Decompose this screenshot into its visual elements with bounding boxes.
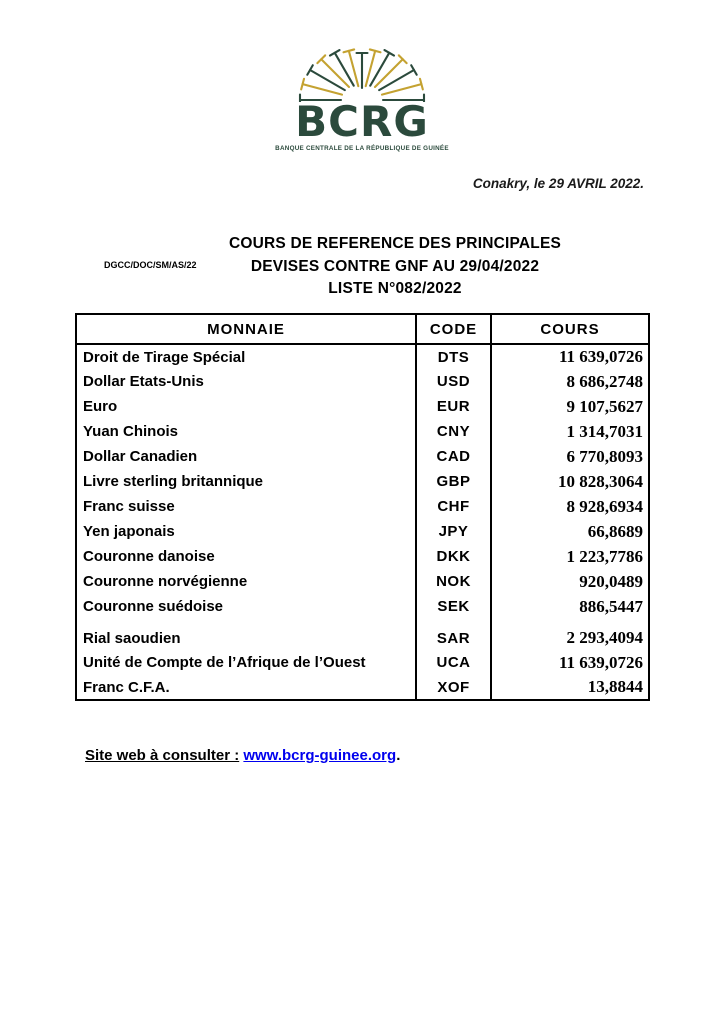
currency-rate: 66,8689 [491,519,649,544]
table-header-row [76,314,649,344]
currency-rate: 11 639,0726 [491,344,649,369]
dateline: Conakry, le 29 AVRIL 2022. [472,176,644,191]
title-line-2: DEVISES CONTRE GNF AU 29/04/2022 [250,257,540,275]
currency-code: EUR [416,394,491,419]
bcrg-logo [252,42,472,152]
table-row [76,569,649,594]
currency-code: SEK [416,594,491,619]
document-title [90,233,700,301]
currency-name: Livre sterling britannique [83,473,264,490]
currency-rate: 886,5447 [491,594,649,619]
exchange-rates-table [75,313,650,701]
table-row [76,650,649,675]
currency-rate: 11 639,0726 [491,650,649,675]
site-link[interactable]: www.bcrg-guinee.org [243,747,397,764]
currency-rate: 13,8844 [491,675,649,700]
currency-name: Rial saoudien [83,629,181,647]
currency-code: CAD [416,444,491,469]
header-monnaie: MONNAIE [76,314,416,344]
bcrg-logo-acronym: BCRG [295,97,429,146]
table-row [76,394,649,419]
currency-rate: 1 223,7786 [491,544,649,569]
currency-name: Euro [83,398,118,415]
reference-code: DGCC/DOC/SM/AS/22 [104,260,197,270]
currency-name: Yuan Chinois [83,423,179,440]
currency-rate: 2 293,4094 [491,619,649,650]
currency-rate: 10 828,3064 [491,469,649,494]
bcrg-logo-subtitle: BANQUE CENTRALE DE LA RÉPUBLIQUE DE GUINÉE [275,145,449,152]
title-line-1: COURS DE REFERENCE DES PRINCIPALES [228,235,562,252]
currency-code: JPY [416,519,491,544]
table-row [76,544,649,569]
table-row [76,494,649,519]
currency-rate: 8 686,2748 [491,369,649,394]
currency-name: Franc suisse [83,498,175,515]
currency-rate: 8 928,6934 [491,494,649,519]
currency-code: DTS [416,344,491,369]
currency-code: CHF [416,494,491,519]
currency-code: SAR [416,619,491,650]
currency-rate: 6 770,8093 [491,444,649,469]
currency-name: Couronne danoise [83,548,215,565]
currency-name: Droit de Tirage Spécial [83,348,246,366]
title-line-3: LISTE N°082/2022 [328,280,462,297]
table-row [76,619,649,650]
table-row [76,469,649,494]
bcrg-logo-rays-icon [295,42,429,102]
currency-name: Franc C.F.A. [83,678,170,696]
currency-code: DKK [416,544,491,569]
currency-name: Couronne norvégienne [83,573,248,590]
currency-name: Dollar Etats-Unis [83,373,204,390]
currency-rate: 920,0489 [491,569,649,594]
footer-period: . [396,747,401,764]
currency-rate: 1 314,7031 [491,419,649,444]
rates-table-body [76,344,649,700]
footer [85,747,400,764]
currency-name: Couronne suédoise [83,598,224,615]
currency-name: Yen japonais [83,523,175,540]
table-row [76,594,649,619]
currency-code: GBP [416,469,491,494]
table-row [76,344,649,369]
table-row [76,419,649,444]
site-label: Site web à consulter : [85,747,240,764]
currency-code: CNY [416,419,491,444]
table-row [76,369,649,394]
currency-name: Dollar Canadien [83,448,198,465]
table-row [76,675,649,700]
table-row [76,444,649,469]
currency-name: Unité de Compte de l’Afrique de l’Ouest [83,654,366,671]
currency-rate: 9 107,5627 [491,394,649,419]
header-cours: COURS [491,314,649,344]
header-code: CODE [416,314,491,344]
currency-code: UCA [416,650,491,675]
table-row [76,519,649,544]
currency-code: NOK [416,569,491,594]
currency-code: USD [416,369,491,394]
currency-code: XOF [416,675,491,700]
